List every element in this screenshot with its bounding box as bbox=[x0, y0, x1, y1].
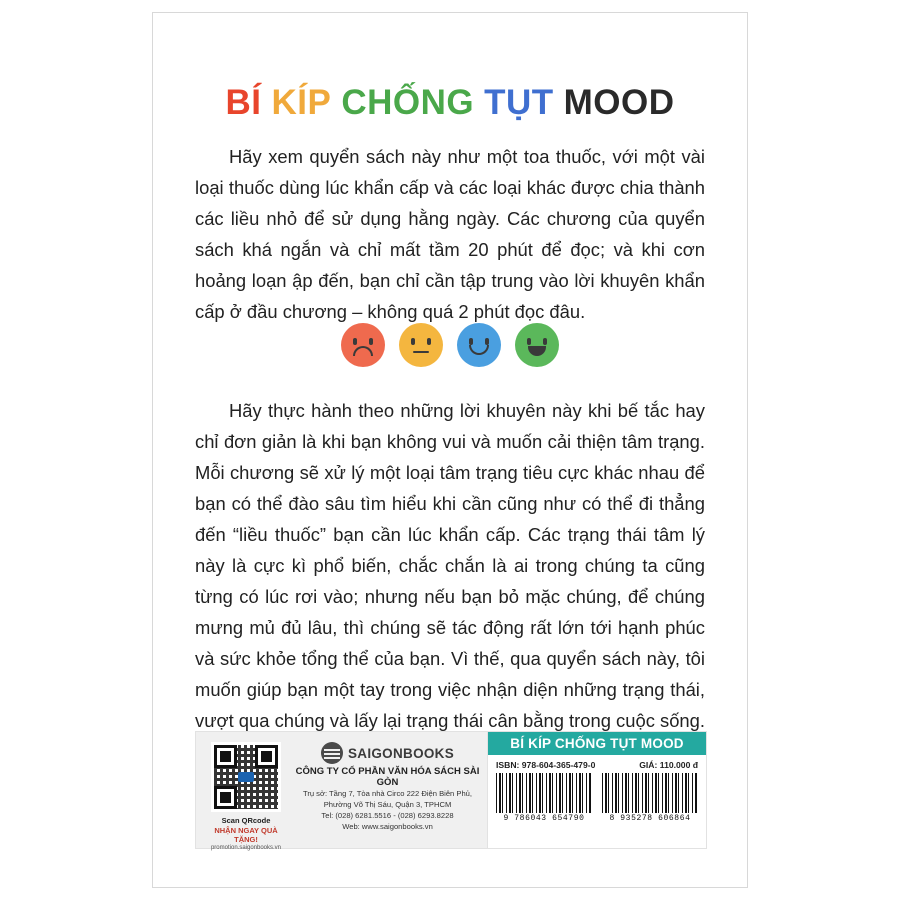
title-word-2: KÍP bbox=[271, 83, 332, 122]
qr-code-icon[interactable] bbox=[211, 742, 281, 812]
title-word-4: TỤT bbox=[484, 83, 554, 122]
publisher-web: Web: www.saigonbooks.vn bbox=[342, 822, 433, 831]
publisher-address-1: Trụ sở: Tầng 7, Tòa nhà Circo 222 Điện Biên Phủ, bbox=[302, 789, 473, 798]
qr-caption-scan: Scan QRcode bbox=[221, 816, 271, 825]
product-panel bbox=[488, 731, 707, 849]
grinning-face-icon bbox=[515, 323, 559, 367]
emoji-row bbox=[153, 323, 747, 367]
product-meta bbox=[488, 755, 706, 773]
qr-block bbox=[196, 732, 292, 851]
qr-caption-url: promotion.saigonbooks.vn bbox=[210, 845, 282, 851]
barcode-isbn-number: 9 786043 654790 bbox=[503, 814, 585, 823]
saigonbooks-logo-icon bbox=[321, 742, 343, 764]
footer-bar bbox=[195, 731, 707, 849]
product-title-bar: BÍ KÍP CHỐNG TỤT MOOD bbox=[488, 732, 706, 755]
publisher-logo bbox=[294, 742, 481, 764]
page-title bbox=[153, 83, 747, 123]
publisher-info bbox=[292, 732, 487, 848]
publisher-company: CÔNG TY CỔ PHẦN VĂN HÓA SÁCH SÀI GÒN bbox=[295, 766, 480, 788]
blurb-paragraph-1: Hãy xem quyển sách này như một toa thuốc, với một vài loại thuốc dùng lúc khẩn cấp và các loại khác được chia thành các liều nhỏ để sử dụng hằng ngày. Các chương của quyển sách khá ngắn và chỉ mất tầm 20 phút để đọc; và khi cơn hoảng loạn ập đến, bạn chỉ cần tập trung vào lời khuyên khẩn cấp ở đầu chương – không quá 2 phút đọc đâu. bbox=[195, 146, 705, 322]
barcode-row bbox=[488, 773, 706, 823]
publisher-panel bbox=[195, 731, 488, 849]
publisher-address-2: Phường Võ Thị Sáu, Quận 3, TPHCM bbox=[323, 800, 452, 809]
qr-caption-gift: NHẬN NGAY QUÀ TẶNG! bbox=[214, 826, 278, 844]
title-word-5: MOOD bbox=[563, 83, 675, 122]
barcode-ean-number: 8 935278 606864 bbox=[609, 814, 691, 823]
barcode-ean bbox=[602, 773, 698, 823]
barcode-bars bbox=[602, 773, 698, 813]
barcode-isbn bbox=[496, 773, 592, 823]
neutral-face-icon bbox=[399, 323, 443, 367]
barcode-bars bbox=[496, 773, 592, 813]
publisher-phone: Tel: (028) 6281.5516 - (028) 6293.8228 bbox=[321, 811, 454, 820]
sad-face-icon bbox=[341, 323, 385, 367]
price-text: GIÁ: 110.000 đ bbox=[639, 760, 698, 770]
title-word-3: CHỐNG bbox=[341, 83, 475, 122]
isbn-text: ISBN: 978-604-365-479-0 bbox=[496, 760, 596, 770]
blurb-paragraph-2: Hãy thực hành theo những lời khuyên này khi bế tắc hay chỉ đơn giản là khi bạn không vui và muốn cải thiện tâm trạng. Mỗi chương sẽ xử lý một loại tâm trạng tiêu cực khác nhau để bạn có thể đào sâu tìm hiểu khi cần cũng như có thể đi thẳng đến “liều thuốc” bạn cần lúc khẩn cấp. Các trạng thái tâm lý này là cực kì phổ biến, chắc chắn là ai trong chúng ta cũng từng có lúc rơi vào; nhưng nếu bạn bỏ mặc chúng, để chúng mưng mủ đủ lâu, thì chúng sẽ tác động rất lớn tới hạnh phúc và sức khỏe tổng thể của bạn. Vì thế, qua quyển sách này, tôi muốn giúp bạn một tay trong việc nhận diện những trạng thái, vượt qua chúng và lấy lại trạng thái cân bằng trong cuộc sống. bbox=[195, 400, 705, 731]
book-back-cover bbox=[152, 12, 748, 888]
title-word-1: BÍ bbox=[225, 83, 262, 122]
publisher-logo-text: SAIGONBOOKS bbox=[347, 745, 455, 761]
happy-face-icon bbox=[457, 323, 501, 367]
